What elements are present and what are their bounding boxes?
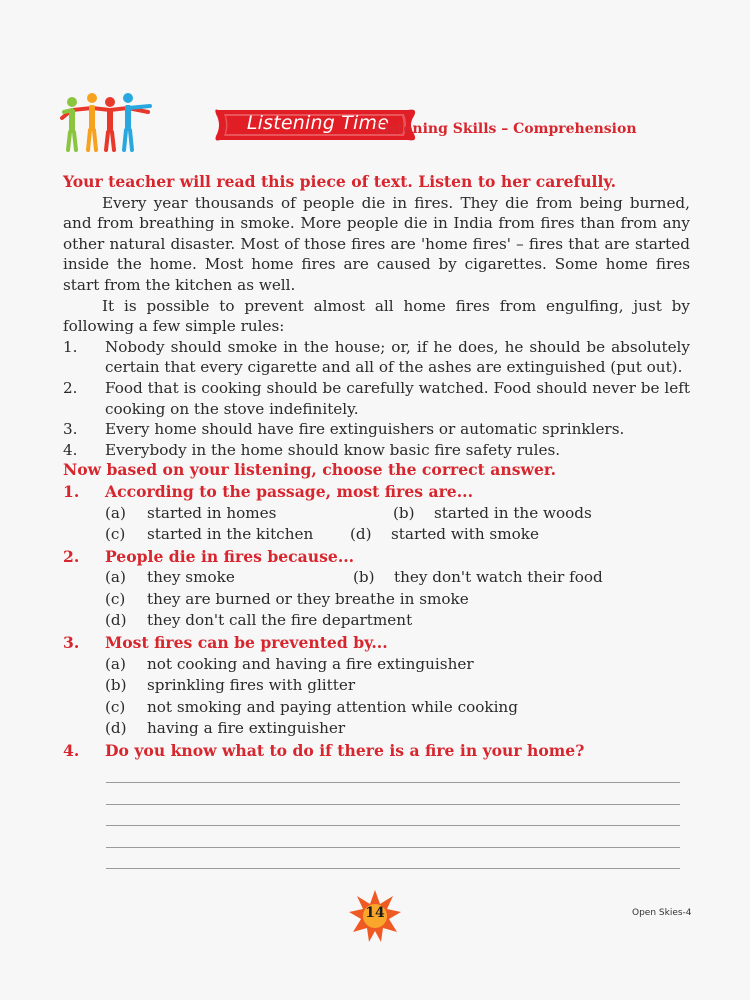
option-text[interactable]: they are burned or they breathe in smoke [147,589,469,608]
option-label: (c) [105,525,126,544]
rule-item [63,337,690,378]
rule-text: Every home should have fire extinguishers or automatic sprinklers. [105,420,625,439]
question-number: 4. [63,741,80,761]
option-label: (a) [105,654,126,673]
option-row [63,610,690,632]
option-row [63,718,690,740]
question-3 [63,632,690,654]
quiz-heading: Now based on your listening, choose the correct answer. [63,460,557,480]
option-row [63,503,690,525]
children-holding-hands-icon [60,92,155,154]
option-label: (a) [105,503,126,522]
option-text[interactable]: having a fire extinguisher [147,719,346,738]
option-text[interactable]: not smoking and paying attention while cooking [147,697,518,716]
page-number: 14 [365,905,385,921]
question-number: 1. [63,481,80,501]
option-label: (a) [105,568,126,587]
option-text[interactable]: started in the kitchen [147,525,314,544]
rule-number: 3. [63,420,78,439]
question-1 [63,481,690,503]
section-header [60,88,700,154]
question-text: Do you know what to do if there is a fire in your home? [105,741,585,761]
banner-title: Listening Time [246,112,390,134]
question-number: 3. [63,633,80,653]
option-label: (b) [393,503,415,522]
option-row [63,524,690,546]
answer-writing-area[interactable] [106,782,680,890]
option-label: (b) [105,676,127,695]
option-text[interactable]: they don't call the fire department [147,611,413,630]
option-label: (b) [353,568,375,587]
passage-paragraph-2: It is possible to prevent almost all home fires from engulfing, just by following a few simple rules: [63,296,690,336]
option-row [63,567,690,589]
answer-line[interactable] [106,782,680,783]
option-row [63,654,690,676]
question-text: Most fires can be prevented by... [105,633,388,653]
question-2 [63,546,690,568]
option-label: (d) [105,719,127,738]
rule-text: Nobody should smoke in the house; or, if he does, he should be absolutely certain that every cigarette and all of the ashes are extinguished (put out). [105,337,690,377]
question-4 [63,740,690,762]
answer-line[interactable] [106,825,680,826]
option-row [63,589,690,611]
option-text[interactable]: they smoke [147,568,235,587]
rule-number: 4. [63,440,78,459]
page-content [63,172,690,762]
rule-text: Everybody in the home should know basic fire safety rules. [105,440,561,459]
rule-text: Food that is cooking should be carefully watched. Food should never be left cooking on the stove indefinitely. [105,378,690,418]
option-text[interactable]: started in the woods [434,503,592,522]
option-text[interactable]: not cooking and having a fire extinguisher [147,654,474,673]
option-text[interactable]: sprinkling fires with glitter [147,676,356,695]
answer-line[interactable] [106,847,680,848]
rule-item [63,378,690,419]
option-row [63,675,690,697]
rule-item [63,440,690,461]
question-text: People die in fires because... [105,546,355,566]
question-number: 2. [63,546,80,566]
rule-number: 1. [63,337,78,356]
answer-line[interactable] [106,868,680,869]
option-label: (d) [105,611,127,630]
rule-number: 2. [63,378,78,397]
option-row [63,697,690,719]
option-text[interactable]: started in homes [147,503,277,522]
answer-line[interactable] [106,804,680,805]
section-subheading: Listening Skills – Comprehension [374,121,637,137]
book-title: Open Skies-4 [632,908,692,918]
rule-item [63,419,690,440]
option-label: (c) [105,697,126,716]
passage-paragraph-1: Every year thousands of people die in fires. They die from being burned, and from breathing in smoke. More people die in India from fires than from any other natural disaster. Most of those fires are 'home fires' – fires that are started inside the home. Most home fires are caused by cigarettes. Some home fires start from the kitchen as well. [63,193,690,294]
option-text[interactable]: started with smoke [391,525,539,544]
instruction-heading: Your teacher will read this piece of text. Listen to her carefully. [63,172,617,191]
question-text: According to the passage, most fires are... [105,481,473,501]
option-label: (d) [350,525,372,544]
option-label: (c) [105,589,126,608]
option-text[interactable]: they don't watch their food [394,568,603,587]
